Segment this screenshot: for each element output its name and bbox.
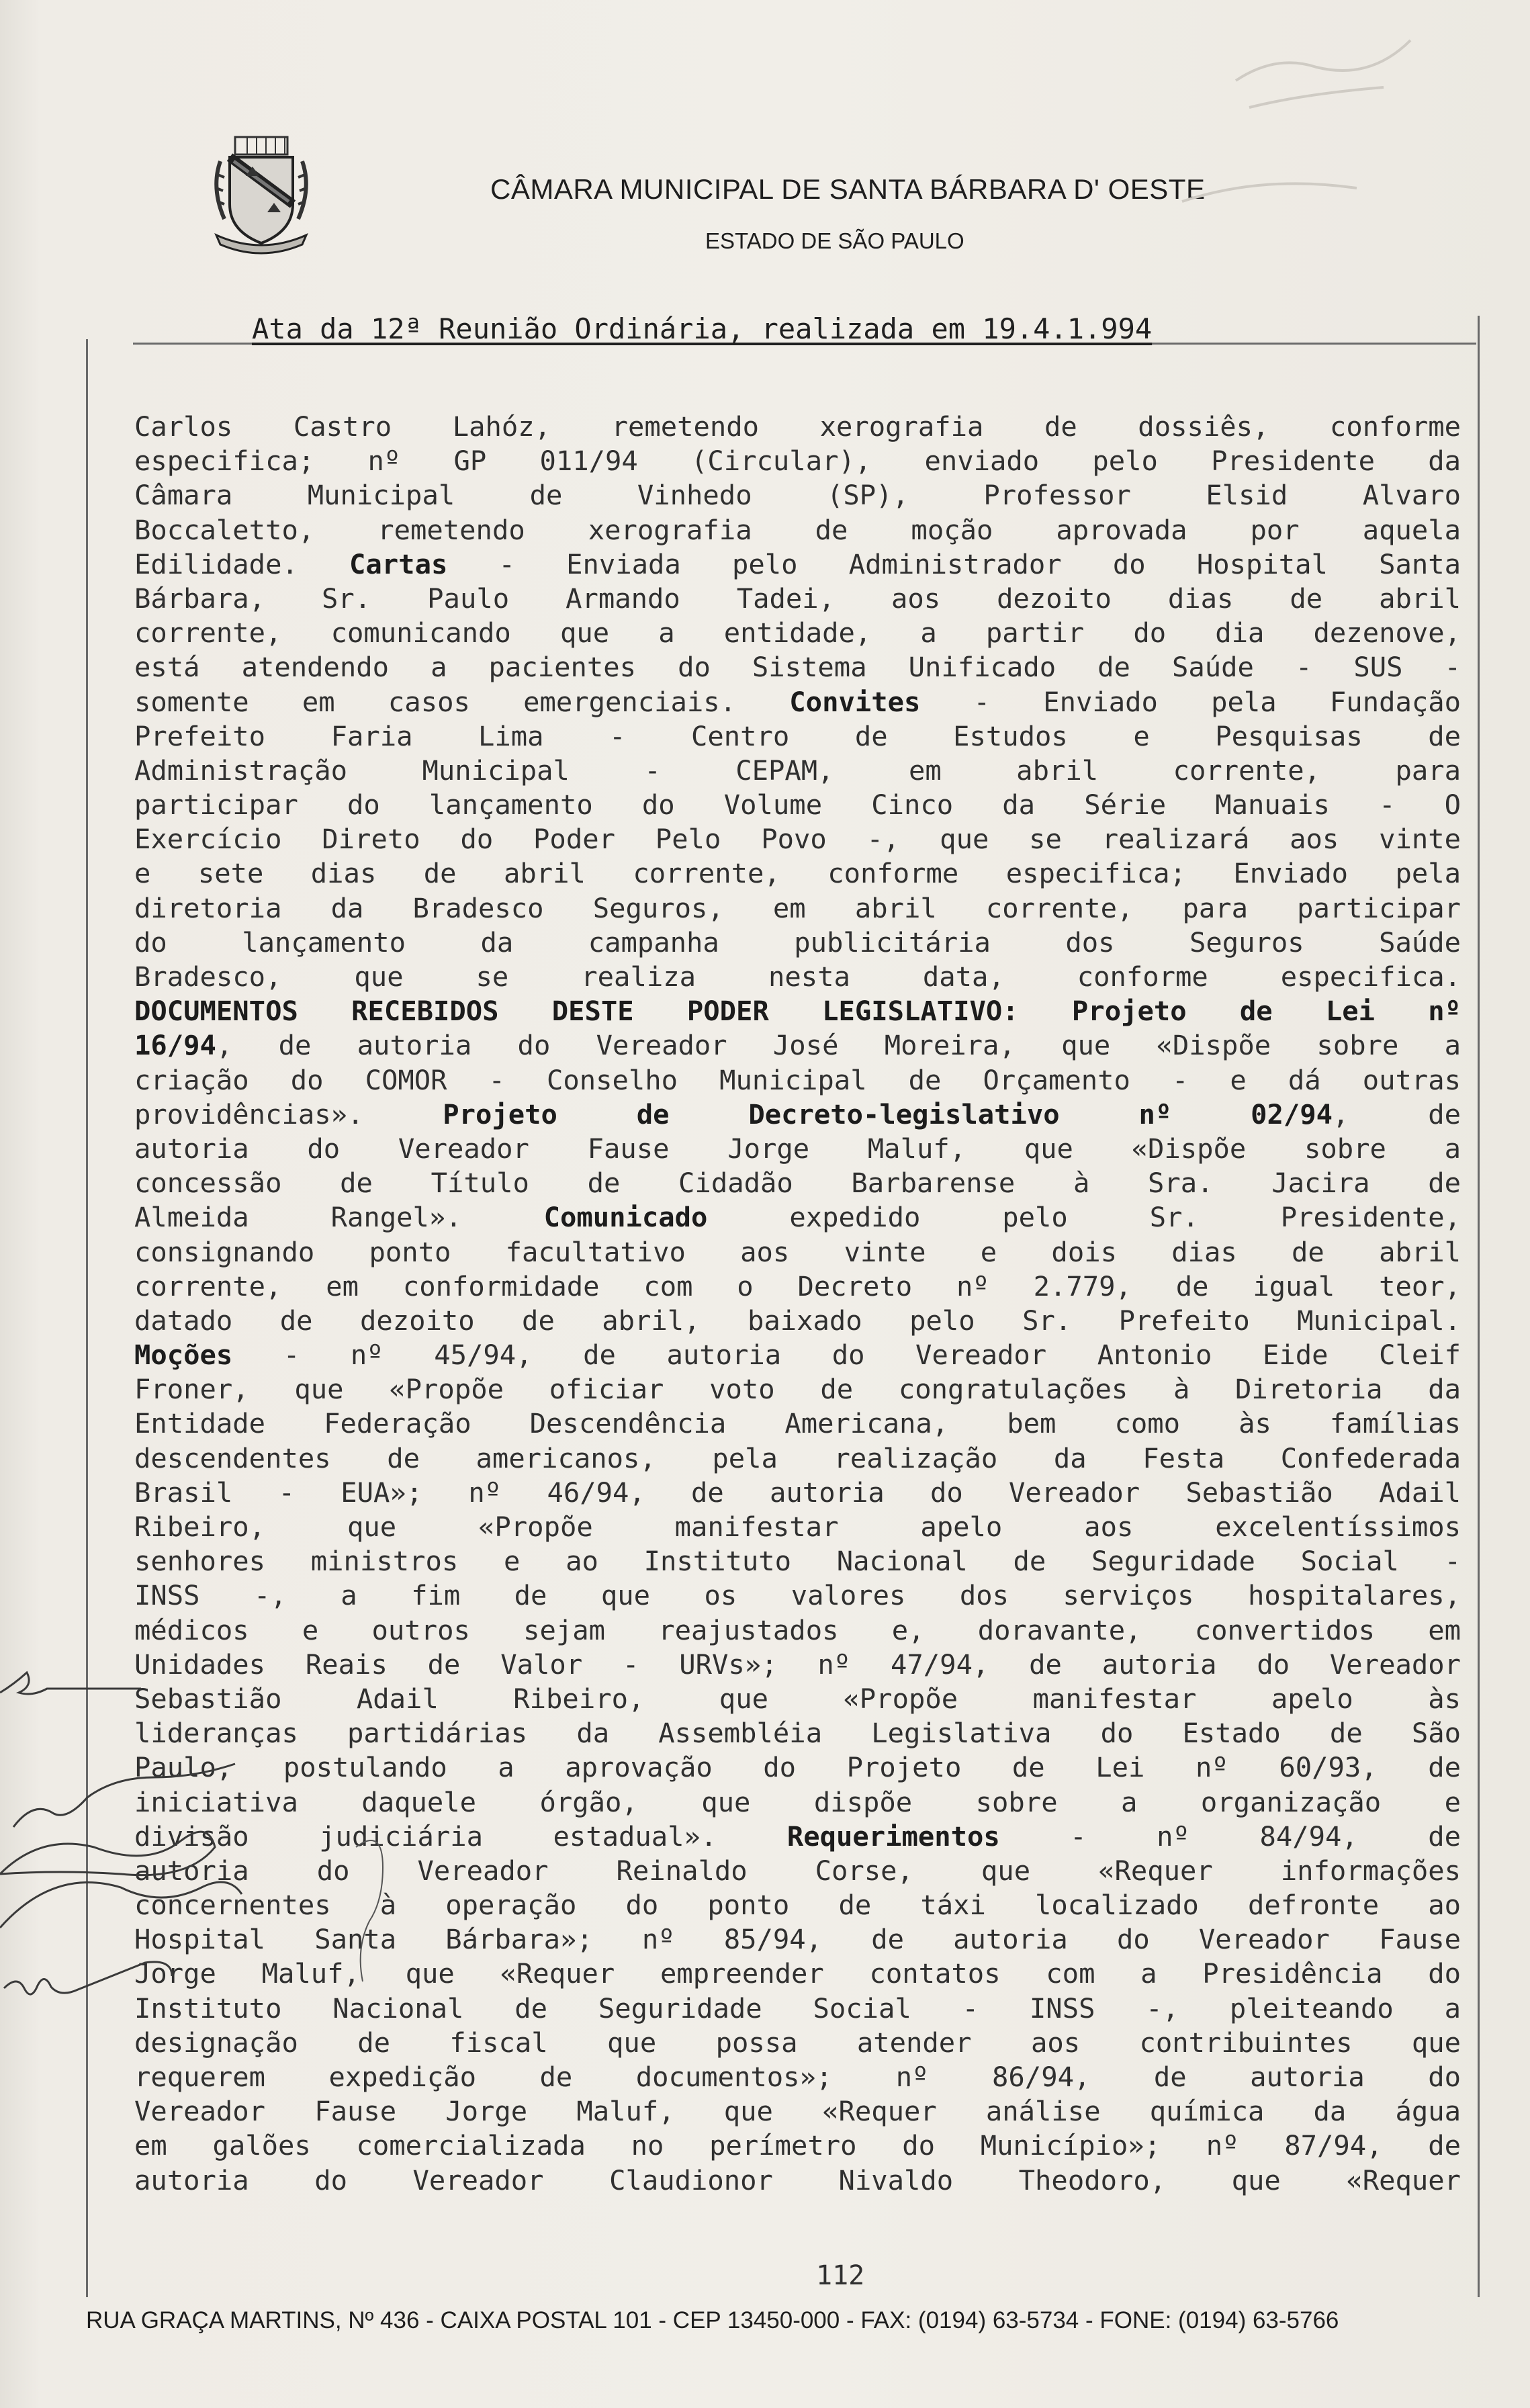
minutes-text: lideranças partidárias da Assembléia Legislativa do Estado de São (134, 1717, 1461, 1750)
minutes-text: - Enviada pelo Administrador do Hospital Santa (447, 547, 1461, 580)
minutes-line (134, 1716, 1461, 1750)
minutes-text: Jorge Maluf, que «Requer empreender contatos com a Presidência do (134, 1957, 1461, 1990)
minutes-line (134, 1750, 1461, 1785)
minutes-line (134, 2129, 1461, 2163)
frame-left-border (86, 339, 88, 2297)
minutes-text: Carlos Castro Lahóz, remetendo xerografia de dossiês, conforme (134, 410, 1461, 443)
minutes-text: datado de dezoito de abril, baixado pelo Sr. Prefeito Municipal. (134, 1304, 1461, 1337)
minutes-line (134, 994, 1461, 1028)
minutes-line (134, 1613, 1461, 1648)
municipal-coat-of-arms-icon (207, 134, 316, 255)
minutes-line (134, 1578, 1461, 1613)
minutes-line (134, 1407, 1461, 1441)
institution-name: CÂMARA MUNICIPAL DE SANTA BÁRBARA D' OESTE (490, 173, 1206, 205)
minutes-line (134, 1820, 1461, 1854)
minutes-text (1019, 995, 1072, 1027)
minutes-text: Administração Municipal - CEPAM, em abril corrente, para (134, 754, 1461, 787)
minutes-text: Boccaletto, remetendo xerografia de moção aprovada por aquela (134, 513, 1461, 546)
minutes-line (134, 1544, 1461, 1578)
minutes-text: corrente, comunicando que a entidade, a partir do dia dezenove, (134, 617, 1461, 650)
minutes-text: autoria do Vereador Claudionor Nivaldo Theodoro, que «Requer (134, 2164, 1461, 2196)
minutes-text: Prefeito Faria Lima - Centro de Estudos e Pesquisas de (134, 719, 1461, 752)
minutes-text: Exercício Direto do Poder Pelo Povo -, que se realizará aos vinte (134, 823, 1461, 856)
minutes-text: - nº 84/94, de (999, 1820, 1461, 1853)
minutes-line (134, 1132, 1461, 1166)
minutes-text: Almeida Rangel». (134, 1201, 544, 1234)
minutes-title: Ata da 12ª Reunião Ordinária, realizada em 19.4.1.994 (252, 312, 1153, 345)
minutes-text: Unidades Reais de Valor - URVs»; nº 47/94, de autoria do Vereador (134, 1648, 1461, 1681)
minutes-line (134, 444, 1461, 478)
minutes-text: senhores ministros e ao Instituto Nacional de Seguridade Social - (134, 1545, 1461, 1578)
minutes-text: Instituto Nacional de Seguridade Social - INSS -, pleiteando a (134, 1992, 1461, 2024)
minutes-line (134, 1098, 1461, 1132)
minutes-line (134, 513, 1461, 547)
minutes-line (134, 1372, 1461, 1407)
minutes-text: médicos e outros sejam reajustados e, doravante, convertidos em (134, 1613, 1461, 1646)
minutes-line (134, 822, 1461, 856)
minutes-text: criação do COMOR - Conselho Municipal de Orçamento - e dá outras (134, 1063, 1461, 1096)
minutes-line (134, 1476, 1461, 1510)
minutes-text: Brasil - EUA»; nº 46/94, de autoria do Vereador Sebastião Adail (134, 1476, 1461, 1509)
minutes-text: , de autoria do Vereador José Moreira, que «Dispõe sobre a (216, 1029, 1461, 1062)
minutes-line (134, 616, 1461, 650)
minutes-text: Edilidade. (134, 547, 350, 580)
minutes-line (134, 685, 1461, 719)
minutes-heading: 16/94 (134, 1029, 216, 1062)
minutes-line (134, 926, 1461, 960)
minutes-text: designação de fiscal que possa atender aos contribuintes que (134, 2026, 1461, 2059)
minutes-heading: Projeto de Lei nº (1071, 995, 1461, 1028)
minutes-text: autoria do Vereador Reinaldo Corse, que «Requer informações (134, 1854, 1461, 1887)
minutes-text: em galões comercializada no perímetro do Município»; nº 87/94, de (134, 2129, 1461, 2162)
minutes-text: INSS -, a fim de que os valores dos serviços hospitalares, (134, 1579, 1461, 1612)
minutes-line (134, 1338, 1461, 1372)
minutes-line (134, 1510, 1461, 1544)
minutes-text: do lançamento da campanha publicitária dos Seguros Saúde (134, 926, 1461, 958)
page-number: 112 (816, 2260, 865, 2291)
minutes-heading: Moções (134, 1339, 233, 1372)
minutes-line (134, 856, 1461, 891)
minutes-line (134, 788, 1461, 822)
minutes-text: está atendendo a pacientes do Sistema Unificado de Saúde - SUS - (134, 651, 1461, 684)
minutes-text: , de (1333, 1098, 1461, 1130)
minutes-heading: Comunicado (543, 1201, 708, 1234)
minutes-text: - Enviado pela Fundação (920, 685, 1461, 718)
minutes-line (134, 2026, 1461, 2060)
minutes-line (134, 650, 1461, 684)
minutes-heading: Projeto de Decreto-legislativo nº 02/94 (443, 1098, 1333, 1130)
frame-right-border (1478, 316, 1480, 2297)
minutes-line (134, 1235, 1461, 1269)
minutes-text: somente em casos emergenciais. (134, 685, 790, 718)
minutes-line (134, 1028, 1461, 1063)
minutes-text: Câmara Municipal de Vinhedo (SP), Professor Elsid Alvaro (134, 479, 1461, 512)
minutes-line (134, 1992, 1461, 2026)
minutes-text: corrente, em conformidade com o Decreto nº 2.779, de igual teor, (134, 1269, 1461, 1302)
minutes-line (134, 960, 1461, 994)
minutes-text: Ribeiro, que «Propõe manifestar apelo aos excelentíssimos (134, 1511, 1461, 1543)
minutes-line (134, 1063, 1461, 1098)
minutes-text: participar do lançamento do Volume Cinco da Série Manuais - O (134, 789, 1461, 821)
minutes-heading: Cartas (349, 547, 448, 580)
minutes-text: consignando ponto facultativo aos vinte e dois dias de abril (134, 1235, 1461, 1268)
minutes-line (134, 2164, 1461, 2198)
minutes-text: providências». (134, 1098, 443, 1130)
minutes-text: Hospital Santa Bárbara»; nº 85/94, de autoria do Vereador Fause (134, 1923, 1461, 1956)
minutes-text: - nº 45/94, de autoria do Vereador Antonio Eide Cleif (232, 1339, 1461, 1372)
minutes-line (134, 1441, 1461, 1476)
minutes-line (134, 1269, 1461, 1304)
minutes-line (134, 1888, 1461, 1922)
minutes-body (134, 410, 1461, 2198)
minutes-text: divisão judiciária estadual». (134, 1820, 787, 1853)
minutes-heading: Requerimentos (786, 1820, 1000, 1853)
minutes-line (134, 2094, 1461, 2129)
minutes-line (134, 1304, 1461, 1338)
minutes-line (134, 1648, 1461, 1682)
minutes-text: Vereador Fause Jorge Maluf, que «Requer análise química da água (134, 2095, 1461, 2128)
minutes-heading: DOCUMENTOS RECEBIDOS DESTE PODER LEGISLATIVO: (134, 995, 1019, 1028)
minutes-text: Bárbara, Sr. Paulo Armando Tadei, aos dezoito dias de abril (134, 582, 1461, 615)
minutes-text: Bradesco, que se realiza nesta data, conforme especifica. (134, 961, 1461, 993)
minutes-line (134, 1682, 1461, 1716)
minutes-heading: Convites (789, 685, 921, 718)
minutes-text: Entidade Federação Descendência Americana, bem como às famílias (134, 1407, 1461, 1440)
minutes-text: iniciativa daquele órgão, que dispõe sobre a organização e (134, 1785, 1461, 1818)
minutes-line (134, 582, 1461, 616)
minutes-line (134, 547, 1461, 582)
minutes-line (134, 410, 1461, 444)
minutes-text: diretoria da Bradesco Seguros, em abril corrente, para participar (134, 891, 1461, 924)
minutes-text: expedido pelo Sr. Presidente, (707, 1201, 1461, 1234)
minutes-line (134, 719, 1461, 754)
minutes-line (134, 1200, 1461, 1235)
minutes-text: requerem expedição de documentos»; nº 86/94, de autoria do (134, 2061, 1461, 2093)
minutes-line (134, 1854, 1461, 1888)
minutes-text: descendentes de americanos, pela realização da Festa Confederada (134, 1441, 1461, 1474)
minutes-line (134, 1166, 1461, 1200)
minutes-line (134, 1957, 1461, 1991)
minutes-text: concessão de Título de Cidadão Barbarense à Sra. Jacira de (134, 1167, 1461, 1200)
minutes-line (134, 2060, 1461, 2094)
minutes-text: especifica; nº GP 011/94 (Circular), enviado pelo Presidente da (134, 445, 1461, 478)
minutes-line (134, 754, 1461, 788)
minutes-text: Sebastião Adail Ribeiro, que «Propõe manifestar apelo às (134, 1682, 1461, 1715)
minutes-text: Froner, que «Propõe oficiar voto de congratulações à Diretoria da (134, 1373, 1461, 1406)
minutes-text: Paulo, postulando a aprovação do Projeto de Lei nº 60/93, de (134, 1751, 1461, 1784)
institution-state: ESTADO DE SÃO PAULO (705, 228, 964, 253)
minutes-text: autoria do Vereador Fause Jorge Maluf, que «Dispõe sobre a (134, 1132, 1461, 1165)
minutes-line (134, 1785, 1461, 1820)
minutes-line (134, 1922, 1461, 1957)
minutes-line (134, 891, 1461, 926)
footer-address: RUA GRAÇA MARTINS, Nº 436 - CAIXA POSTAL 101 - CEP 13450-000 - FAX: (0194) 63-5734 - FONE: (0194) 63-5766 (86, 2307, 1339, 2333)
minutes-text: e sete dias de abril corrente, conforme especifica; Enviado pela (134, 857, 1461, 890)
minutes-line (134, 478, 1461, 512)
minutes-text: concernentes à operação do ponto de táxi localizado defronte ao (134, 1889, 1461, 1922)
